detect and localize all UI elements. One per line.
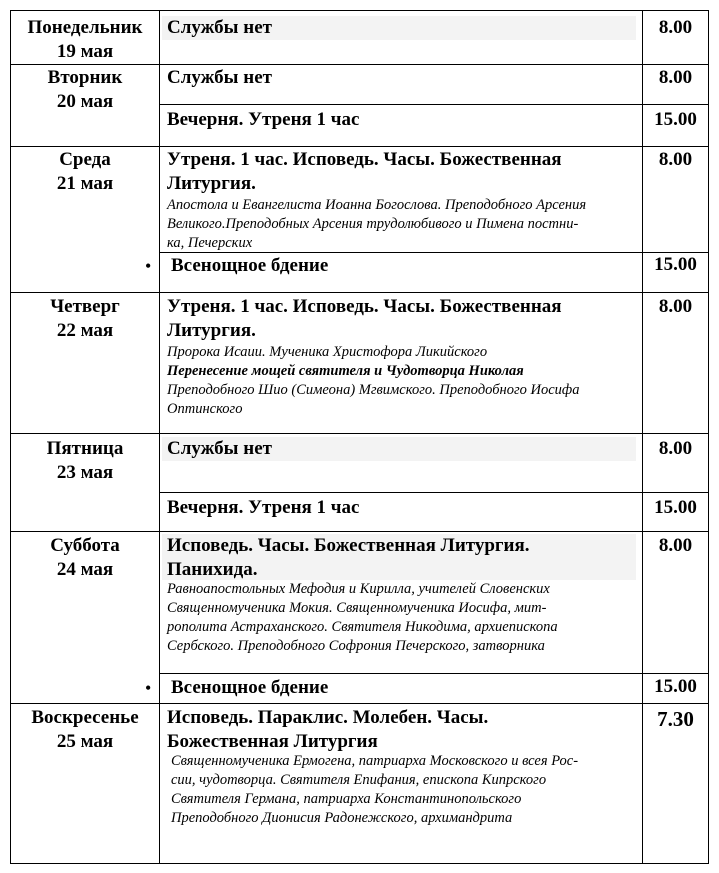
weekday: Среда (59, 149, 111, 170)
note-line: Преподобного Шио (Симеона) Мгвимского. Преподобного Иосифа (167, 382, 580, 398)
service-time: 8.00 (658, 438, 693, 459)
note-line: Священномученика Ермогена, патриарха Московского и всея Рос- (171, 753, 579, 769)
row-divider (10, 433, 709, 434)
service-title: Службы нет (167, 17, 272, 38)
day-cell-sunday (11, 706, 159, 754)
service-time: 15.00 (654, 676, 697, 697)
bullet-icon: • (145, 256, 152, 276)
note-line: Святителя Германа, патриарха Константинопольского (171, 791, 522, 807)
weekday: Пятница (46, 438, 124, 459)
weekday: Воскресенье (31, 707, 139, 728)
row-divider (10, 703, 709, 704)
service-time: 8.00 (658, 296, 693, 317)
date: 20 мая (56, 91, 114, 112)
weekday: Четверг (50, 296, 120, 317)
title-line: Утреня. 1 час. Исповедь. Часы. Божественная (167, 149, 562, 170)
service-note (167, 196, 586, 253)
date: 23 мая (56, 462, 114, 483)
title-line: Панихида. (167, 559, 258, 580)
service-time: 8.00 (658, 149, 693, 170)
weekday: Понедельник (27, 17, 143, 38)
service-time: 7.30 (657, 707, 694, 731)
date: 21 мая (56, 173, 114, 194)
bullet-icon: • (145, 678, 152, 698)
note-line: Сербского. Преподобного Софрония Печерского, затворника (167, 638, 545, 654)
title-line: Утреня. 1 час. Исповедь. Часы. Божественная (167, 296, 562, 317)
service-title: Службы нет (167, 67, 272, 88)
day-cell-friday (11, 437, 159, 485)
row-divider (159, 673, 709, 674)
note-line: Пророка Исаии. Мученика Христофора Ликийского (167, 344, 488, 360)
date: 19 мая (56, 41, 114, 62)
date: 24 мая (56, 559, 114, 580)
column-divider (159, 10, 160, 864)
note-line: Равноапостольных Мефодия и Кирилла, учителей Словенских (167, 581, 550, 597)
service-title: Всенощное бдение (171, 677, 329, 698)
row-divider (159, 492, 709, 493)
service-time: 15.00 (654, 497, 697, 518)
row-divider (10, 146, 709, 147)
service-title: Службы нет (167, 438, 272, 459)
date: 22 мая (56, 320, 114, 341)
note-line: Апостола и Евангелиста Иоанна Богослова. Преподобного Арсения (167, 197, 587, 213)
day-cell-monday (11, 16, 159, 64)
service-title: Вечерня. Утреня 1 час (167, 497, 360, 518)
day-cell-tuesday (11, 66, 159, 114)
weekday: Вторник (47, 67, 123, 88)
table-border-right (708, 10, 709, 864)
note-line: Священномученика Мокия. Священномученика Иосифа, мит- (167, 600, 547, 616)
row-divider (10, 292, 709, 293)
title-line: Литургия. (167, 320, 256, 341)
note-line: рополита Астраханского. Святителя Никодима, архиепископа (167, 619, 558, 635)
title-line: Литургия. (167, 173, 256, 194)
service-time: 15.00 (654, 254, 697, 275)
service-note (167, 580, 558, 656)
note-line: Великого.Преподобных Арсения трудолюбивого и Пимена постни- (167, 216, 579, 232)
row-divider (10, 531, 709, 532)
service-time: 15.00 (654, 109, 697, 130)
service-time: 8.00 (658, 17, 693, 38)
service-time: 8.00 (658, 535, 693, 556)
day-cell-saturday (11, 534, 159, 582)
service-title (167, 534, 530, 582)
date: 25 мая (56, 731, 114, 752)
service-title: Всенощное бдение (171, 255, 329, 276)
day-cell-wednesday (11, 148, 159, 196)
note-line: сии, чудотворца. Святителя Епифания, епископа Кипрского (171, 772, 547, 788)
row-divider (10, 64, 709, 65)
day-cell-thursday (11, 295, 159, 343)
note-line: ка, Печерских (167, 235, 253, 251)
service-title: Вечерня. Утреня 1 час (167, 109, 360, 130)
title-line: Исповедь. Параклис. Молебен. Часы. (167, 707, 489, 728)
row-divider (159, 104, 709, 105)
service-note (167, 343, 579, 419)
service-time: 8.00 (658, 67, 693, 88)
title-line: Божественная Литургия (167, 731, 378, 752)
row-divider (10, 10, 709, 11)
note-line: Преподобного Дионисия Радонежского, архимандрита (171, 810, 513, 826)
note-line: Перенесение мощей святителя и Чудотворца Николая (167, 363, 524, 379)
service-title (167, 706, 488, 754)
weekday: Суббота (50, 535, 120, 556)
service-title (167, 295, 562, 343)
table-border-bottom (10, 863, 709, 864)
service-note (171, 752, 578, 828)
title-line: Исповедь. Часы. Божественная Литургия. (167, 535, 530, 556)
service-title (167, 148, 562, 196)
note-line: Оптинского (167, 401, 243, 417)
